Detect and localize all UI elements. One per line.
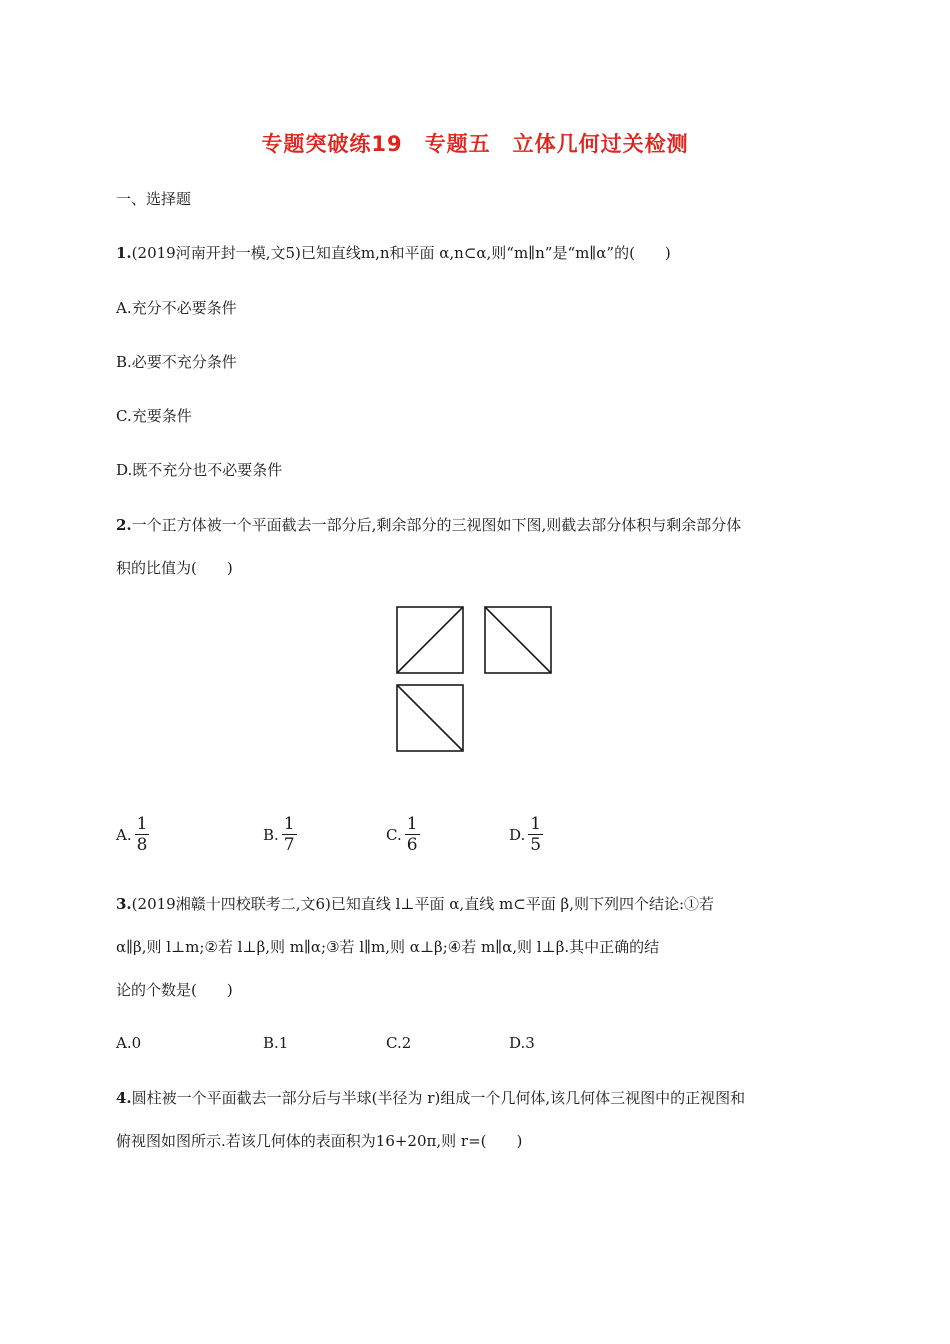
question-text-line1: 一个正方体被一个平面截去一部分后,剩余部分的三视图如下图,则截去部分体积与剩余部分体 [131, 516, 742, 534]
page-title: 专题突破练19 专题五 立体几何过关检测 [261, 132, 689, 156]
question-number: 3. [116, 895, 132, 913]
question-number: 2. [116, 516, 132, 534]
top-view-diagonal [397, 685, 463, 751]
fraction: $\frac{1}{7}$ [283, 814, 295, 855]
option-c: C.2 [386, 1034, 412, 1052]
option-d: D.3 [509, 1034, 535, 1052]
option-c: C.充要条件 [116, 407, 192, 425]
option-a: A. $\frac{1}{8}$ [116, 814, 148, 855]
three-view-figure [390, 600, 560, 760]
question-3 [116, 893, 714, 914]
question-text: (2019河南开封一模,文5)已知直线m,n和平面 α,n⊂α,则“m∥n”是“m∥α”的( ) [131, 244, 671, 262]
section-heading: 一、选择题 [116, 190, 192, 208]
option-b: B. $\frac{1}{7}$ [263, 814, 295, 855]
question-number: 1. [116, 244, 132, 262]
fraction: $\frac{1}{5}$ [530, 814, 542, 855]
fraction: $\frac{1}{8}$ [136, 814, 148, 855]
question-text-line2: 积的比值为( ) [116, 559, 233, 577]
question-text-line1: (2019湘赣十四校联考二,文6)已知直线 l⊥平面 α,直线 m⊂平面 β,则下列四个结论:①若 [131, 895, 715, 913]
question-2 [116, 514, 741, 535]
option-b: B.必要不充分条件 [116, 353, 237, 371]
question-number: 4. [116, 1089, 132, 1107]
question-text-line1: 圆柱被一个平面截去一部分后与半球(半径为 r)组成一个几何体,该几何体三视图中的正视图和 [131, 1089, 746, 1107]
question-4 [116, 1087, 745, 1108]
question-text-line2: α∥β,则 l⊥m;②若 l⊥β,则 m∥α;③若 l∥m,则 α⊥β;④若 m∥α,则 l⊥β.其中正确的结 [116, 938, 660, 956]
option-b: B.1 [263, 1034, 289, 1052]
question-text-line3: 论的个数是( ) [116, 981, 233, 999]
option-c: C. $\frac{1}{6}$ [386, 814, 418, 855]
option-d: D. $\frac{1}{5}$ [509, 814, 542, 855]
fraction: $\frac{1}{6}$ [406, 814, 418, 855]
option-d: D.既不充分也不必要条件 [116, 461, 283, 479]
side-view-diagonal [485, 607, 551, 673]
question-text-line2: 俯视图如图所示.若该几何体的表面积为16+20π,则 r=( ) [116, 1132, 523, 1150]
option-a: A.0 [116, 1034, 142, 1052]
question-1 [116, 242, 671, 263]
option-a: A.充分不必要条件 [116, 299, 237, 317]
front-view-diagonal [397, 607, 463, 673]
